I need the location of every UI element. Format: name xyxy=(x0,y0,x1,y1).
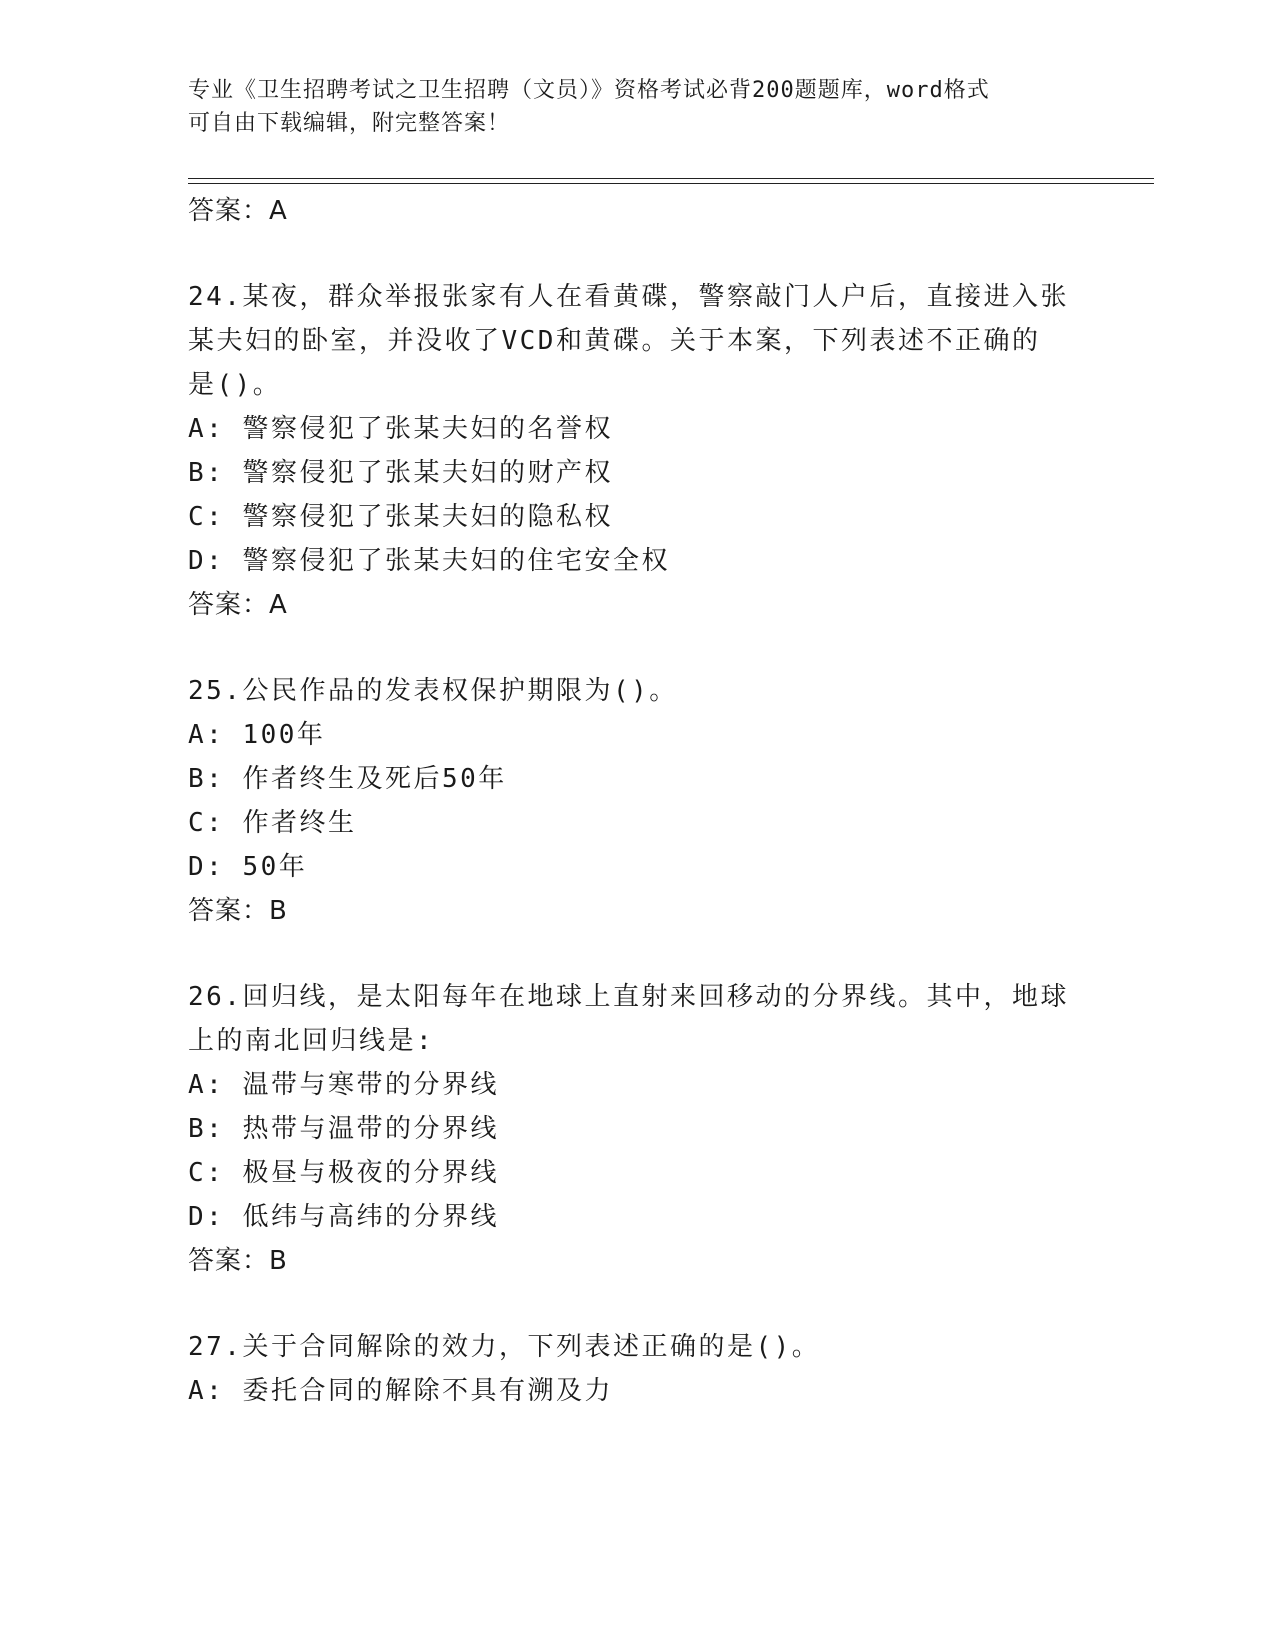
question-26-answer: 答案：B xyxy=(188,1246,288,1276)
question-26-option-b: B: 热带与温带的分界线 xyxy=(188,1114,499,1144)
question-24-stem-line-1: 24.某夜，群众举报张家有人在看黄碟，警察敲门人户后，直接进入张 xyxy=(188,282,1069,312)
question-24-stem-line-3: 是()。 xyxy=(188,370,282,400)
question-26-stem-line-2: 上的南北回归线是: xyxy=(188,1026,435,1056)
question-24-answer: 答案：A xyxy=(188,590,288,620)
question-26-option-c: C: 极昼与极夜的分界线 xyxy=(188,1158,499,1188)
header-line-1: 专业《卫生招聘考试之卫生招聘（文员）》资格考试必背200题题库，word格式 xyxy=(188,78,990,103)
question-25-option-a: A: 100年 xyxy=(188,720,326,750)
previous-answer: 答案：A xyxy=(188,196,288,226)
question-24-option-d: D: 警察侵犯了张某夫妇的住宅安全权 xyxy=(188,546,670,576)
document-header xyxy=(188,74,1068,140)
question-26-option-a: A: 温带与寒带的分界线 xyxy=(188,1070,499,1100)
question-24-option-a: A: 警察侵犯了张某夫妇的名誉权 xyxy=(188,414,613,444)
question-24-option-b: B: 警察侵犯了张某夫妇的财产权 xyxy=(188,458,613,488)
question-25-answer: 答案：B xyxy=(188,896,288,926)
question-24-stem-line-2: 某夫妇的卧室，并没收了VCD和黄碟。关于本案，下列表述不正确的 xyxy=(188,326,1041,356)
header-line-2: 可自由下载编辑，附完整答案！ xyxy=(188,111,511,136)
question-26-option-d: D: 低纬与高纬的分界线 xyxy=(188,1202,499,1232)
question-27-option-a: A: 委托合同的解除不具有溯及力 xyxy=(188,1376,613,1406)
header-divider-double xyxy=(188,183,1154,184)
question-27-stem-line-1: 27.关于合同解除的效力，下列表述正确的是()。 xyxy=(188,1332,821,1362)
question-25-option-c: C: 作者终生 xyxy=(188,808,357,838)
question-25-option-b: B: 作者终生及死后50年 xyxy=(188,764,507,794)
question-26-stem-line-1: 26.回归线，是太阳每年在地球上直射来回移动的分界线。其中，地球 xyxy=(188,982,1069,1012)
question-25-stem-line-1: 25.公民作品的发表权保护期限为()。 xyxy=(188,676,678,706)
question-24-option-c: C: 警察侵犯了张某夫妇的隐私权 xyxy=(188,502,613,532)
header-divider xyxy=(188,178,1154,179)
question-25-option-d: D: 50年 xyxy=(188,852,308,882)
